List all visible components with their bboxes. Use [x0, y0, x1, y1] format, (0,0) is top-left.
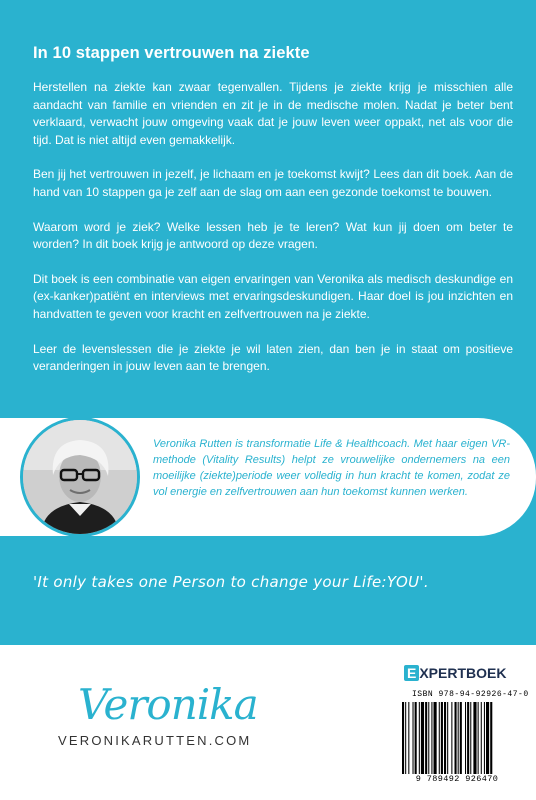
- barcode-bars: [398, 702, 516, 776]
- author-portrait-image: [23, 420, 137, 534]
- barcode-digits: 9 789492 926470: [398, 774, 516, 784]
- barcode-bar: [473, 702, 476, 776]
- quote: 'It only takes one Person to change your Life:YOU'.: [33, 573, 429, 591]
- barcode-bar: [421, 702, 424, 776]
- barcode-bar: [478, 702, 479, 776]
- isbn-label: ISBN 978-94-92926-47-0: [412, 690, 529, 699]
- blurb-paragraph: Dit boek is een combinatie van eigen ervaringen van Veronika als medisch deskundige en (ex-kanker)patiënt en interviews met ervaringsdeskundigen. Haar doel is jou inzichten en handvatten te geven voor kracht en zelfvertrouwen na je ziekte.: [33, 271, 513, 321]
- barcode-bar: [428, 702, 429, 776]
- barcode-bar: [447, 702, 448, 776]
- barcode-bar: [467, 702, 469, 776]
- publisher-logo-name: XPERTBOEK: [419, 665, 507, 681]
- barcode-bar: [484, 702, 485, 776]
- barcode-bar: [444, 702, 446, 776]
- blurb-paragraph: Waarom word je ziek? Welke lessen heb je te leren? Wat kun jij doen om beter te worden? In dit boek krijg je antwoord op deze vragen.: [33, 219, 513, 252]
- barcode-bar: [490, 702, 492, 776]
- barcode-bar: [451, 702, 452, 776]
- barcode-bar: [460, 702, 462, 776]
- publisher-logo: [404, 665, 506, 681]
- barcode-bar: [455, 702, 457, 776]
- barcode-bar: [413, 702, 414, 776]
- blurb-paragraph: Leer de levenslessen die je ziekte je wil laten zien, dan ben je in staat om positieve veranderingen in jouw leven aan te brengen.: [33, 341, 513, 374]
- barcode-bar: [419, 702, 420, 776]
- barcode-bar: [486, 702, 489, 776]
- barcode-bar: [425, 702, 427, 776]
- barcode-bar: [415, 702, 417, 776]
- barcode-bar: [405, 702, 406, 776]
- barcode-bar: [434, 702, 437, 776]
- barcode-bar: [408, 702, 409, 776]
- barcode-bar: [458, 702, 459, 776]
- author-portrait: [20, 417, 140, 537]
- blurb-paragraph: Herstellen na ziekte kan zwaar tegenvallen. Tijdens je ziekte krijg je misschien alle aandacht van familie en vrienden en zit je in de medische molen. Nadat je beter bent verklaard, verwacht jouw omgeving vaak dat je jouw leven weer oppakt, net als voor die tijd. Dat is niet altijd even gemakkelijk.: [33, 80, 513, 147]
- brand-logo-url: VERONIKARUTTEN.COM: [58, 733, 252, 748]
- barcode-bar: [465, 702, 466, 776]
- brand-logo-script: Veronika: [78, 680, 258, 729]
- cover-title: In 10 stappen vertrouwen na ziekte: [33, 44, 310, 62]
- barcode-bar: [470, 702, 471, 776]
- barcode-bar: [481, 702, 482, 776]
- publisher-logo-mark: E: [404, 665, 419, 681]
- barcode-bar: [439, 702, 440, 776]
- barcode-bar: [402, 702, 404, 776]
- blurb-paragraph: Ben jij het vertrouwen in jezelf, je lichaam en je toekomst kwijt? Lees dan dit boek. Aan de hand van 10 stappen ga je zelf aan de slag om aan een gezonde toekomst te bouwen.: [33, 167, 513, 199]
- barcode-bar: [431, 702, 432, 776]
- blurb: [33, 79, 513, 393]
- barcode-bar: [441, 702, 443, 776]
- author-bio: Veronika Rutten is transformatie Life & Healthcoach. Met haar eigen VR-methode (Vitality Results) helpt ze vrouwelijke ondernemers na een moeilijke (ziekte)periode weer volledig in hun kracht te komen, zodat ze vol energie en zelfvertrouwen aan hun toekomst kunnen werken.: [153, 438, 510, 498]
